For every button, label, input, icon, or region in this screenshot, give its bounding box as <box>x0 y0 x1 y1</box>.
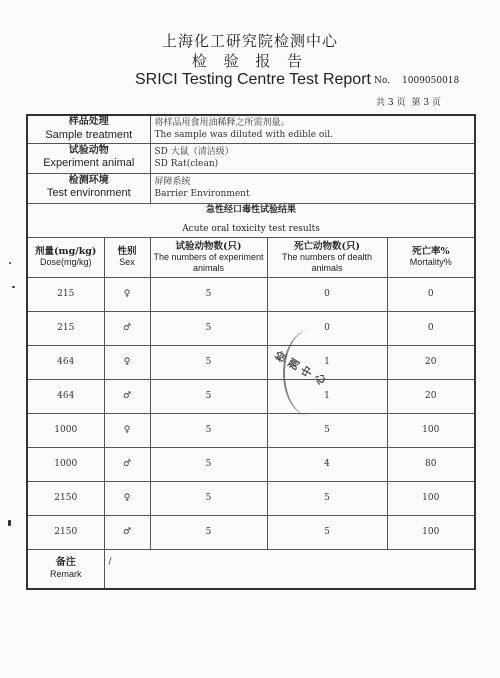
animals-cell: 5 <box>150 345 267 379</box>
test-environment-label: 检测环境 Test environment <box>27 173 150 203</box>
mortality-cell: 80 <box>387 447 475 481</box>
dose-cell: 215 <box>27 277 104 311</box>
mortality-cell: 100 <box>387 413 475 447</box>
mortality-cell: 0 <box>387 277 475 311</box>
sex-cell: ♀ <box>104 345 150 379</box>
animals-cell: 5 <box>150 447 267 481</box>
sex-cell: ♀ <box>104 413 150 447</box>
scan-speck <box>8 520 11 526</box>
sample-treatment-label: 样品处理 Sample treatment <box>27 115 150 143</box>
sex-cell: ♂ <box>104 447 150 481</box>
table-row <box>27 379 475 413</box>
column-header-sex: 性别 Sex <box>104 237 150 277</box>
deaths-cell: 1 <box>267 379 387 413</box>
test-environment-value: 屏障系统 Barrier Environment <box>150 173 475 203</box>
sex-cell: ♂ <box>104 515 150 549</box>
mortality-cell: 20 <box>387 345 475 379</box>
test-environment-row <box>27 173 475 203</box>
report-number <box>374 76 459 86</box>
current-page: 第 3 页 <box>411 98 441 108</box>
deaths-cell: 4 <box>267 447 387 481</box>
dose-cell: 2150 <box>27 515 104 549</box>
remark-value: / <box>104 549 475 589</box>
report-number-label: No. <box>374 76 390 86</box>
deaths-cell: 5 <box>267 481 387 515</box>
table-row <box>27 277 475 311</box>
column-header-death-animals: 死亡动物数(只) The numbers of dealth animals <box>267 237 387 277</box>
report-title-en: SRICI Testing Centre Test Report <box>135 71 371 88</box>
report-title-cn: 检 验 报 告 <box>191 52 309 70</box>
official-seal-text: 检测中心 <box>272 348 329 388</box>
experiment-animal-value: SD 大鼠（清洁级） SD Rat(clean) <box>150 143 475 173</box>
sample-treatment-row <box>27 115 475 143</box>
institute-name: 上海化工研究院检测中心 <box>161 32 338 50</box>
deaths-cell: 0 <box>267 311 387 345</box>
scan-speck <box>9 262 11 264</box>
total-pages: 共 3 页 <box>376 98 406 108</box>
dose-cell: 215 <box>27 311 104 345</box>
results-title: 急性经口毒性试验结果 Acute oral toxicity test results <box>27 203 475 237</box>
scan-speck <box>12 286 15 288</box>
animals-cell: 5 <box>150 481 267 515</box>
dose-cell: 1000 <box>27 447 104 481</box>
table-row <box>27 311 475 345</box>
animals-cell: 5 <box>150 379 267 413</box>
mortality-cell: 20 <box>387 379 475 413</box>
deaths-cell: 5 <box>267 413 387 447</box>
column-header-experiment-animals: 试验动物数(只) The numbers of experiment animals <box>150 237 267 277</box>
animals-cell: 5 <box>150 311 267 345</box>
experiment-animal-label: 试验动物 Experiment animal <box>27 143 150 173</box>
dose-cell: 2150 <box>27 481 104 515</box>
sex-cell: ♂ <box>104 379 150 413</box>
report-table <box>26 114 476 590</box>
table-row <box>27 413 475 447</box>
mortality-cell: 100 <box>387 515 475 549</box>
results-title-row <box>27 203 475 237</box>
column-header-dose: 剂量(mg/kg) Dose(mg/kg) <box>27 237 104 277</box>
sex-cell: ♀ <box>104 481 150 515</box>
deaths-cell: 0 <box>267 277 387 311</box>
animals-cell: 5 <box>150 515 267 549</box>
remark-row <box>27 549 475 589</box>
dose-cell: 464 <box>27 345 104 379</box>
sex-cell: ♀ <box>104 277 150 311</box>
animals-cell: 5 <box>150 277 267 311</box>
animals-cell: 5 <box>150 413 267 447</box>
deaths-cell: 5 <box>267 515 387 549</box>
table-row <box>27 447 475 481</box>
sample-treatment-value: 将样品用食用油稀释之所需剂量。 The sample was diluted with edible oil. <box>150 115 475 143</box>
mortality-cell: 100 <box>387 481 475 515</box>
table-row <box>27 345 475 379</box>
remark-label: 备注 Remark <box>27 549 104 589</box>
mortality-cell: 0 <box>387 311 475 345</box>
report-number-value: 1009050018 <box>402 76 460 86</box>
table-row <box>27 515 475 549</box>
dose-cell: 464 <box>27 379 104 413</box>
deaths-cell: 1 <box>267 345 387 379</box>
experiment-animal-row <box>27 143 475 173</box>
column-header-mortality: 死亡率% Mortality% <box>387 237 475 277</box>
column-header-row <box>27 237 475 277</box>
page-indicator <box>376 95 447 108</box>
table-row <box>27 481 475 515</box>
dose-cell: 1000 <box>27 413 104 447</box>
sex-cell: ♂ <box>104 311 150 345</box>
